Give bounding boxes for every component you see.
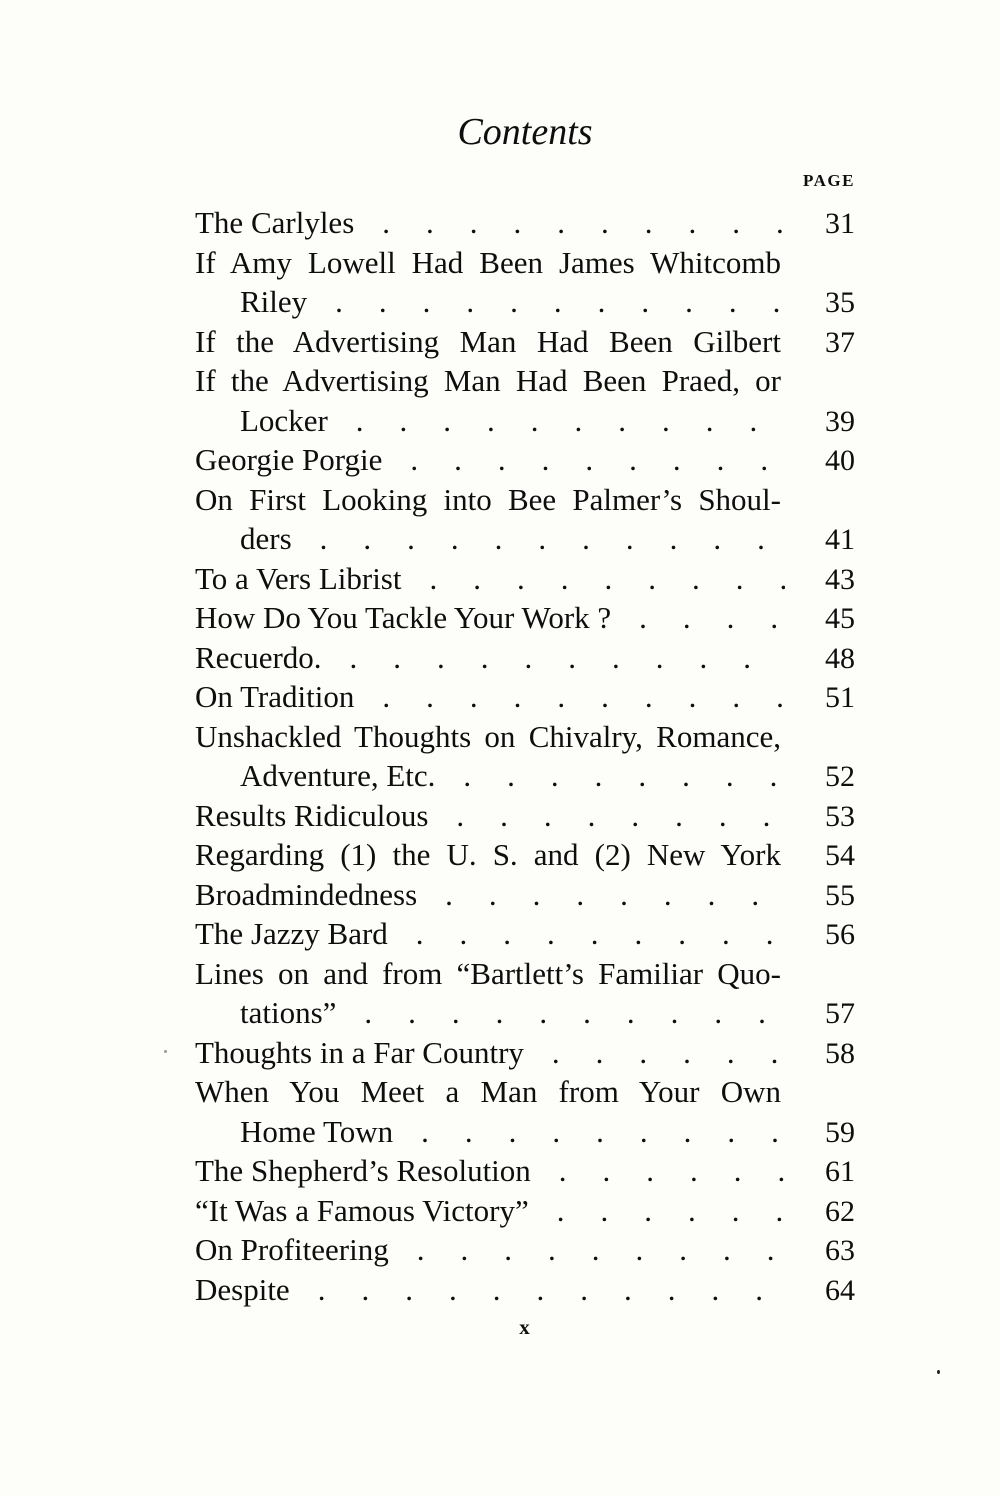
toc-entry bbox=[195, 717, 855, 796]
toc-entry bbox=[195, 1191, 855, 1231]
toc-line bbox=[195, 282, 855, 322]
toc-page-number: 52 bbox=[825, 760, 855, 793]
toc-line bbox=[195, 796, 855, 836]
toc-page-number: 37 bbox=[825, 325, 855, 359]
toc-entry-title: The Shepherd’s Resolution bbox=[195, 1153, 531, 1188]
toc-entry bbox=[195, 1072, 855, 1151]
dot-leader bbox=[524, 1033, 785, 1073]
dot-leader bbox=[290, 1270, 785, 1310]
toc-page-number: 45 bbox=[825, 602, 855, 635]
dot-leader bbox=[529, 1191, 785, 1231]
dot-leader bbox=[292, 519, 785, 559]
toc-page-number: 48 bbox=[825, 641, 855, 675]
toc-entry-title: Locker bbox=[240, 402, 328, 438]
toc-entry-title: If Amy Lowell Had Been James Whitcomb bbox=[195, 244, 781, 280]
toc-entry-title: Recuerdo. bbox=[195, 639, 322, 675]
toc-entry-title: If the Advertising Man Had Been Praed, or bbox=[195, 363, 781, 398]
toc-entry bbox=[195, 875, 855, 915]
dot-leader bbox=[354, 203, 785, 243]
toc-entry-title: The Carlyles bbox=[195, 205, 355, 240]
toc-line bbox=[195, 756, 855, 796]
toc-line bbox=[195, 519, 855, 559]
toc-entry-title: Unshackled Thoughts on Chivalry, Romance, bbox=[195, 718, 781, 754]
toc-line bbox=[195, 559, 855, 599]
toc-line bbox=[195, 203, 855, 243]
toc-entry bbox=[195, 480, 855, 559]
toc-line bbox=[195, 638, 855, 678]
dot-leader bbox=[401, 559, 785, 599]
toc-line bbox=[195, 1112, 855, 1152]
toc-page-number: 54 bbox=[825, 839, 855, 872]
toc-line bbox=[195, 1151, 855, 1191]
toc-page-number: 58 bbox=[825, 1036, 855, 1070]
toc-line bbox=[195, 993, 855, 1033]
toc-entry-title: Thoughts in a Far Country bbox=[195, 1034, 524, 1070]
toc-page-number: 61 bbox=[825, 1155, 855, 1188]
dot-leader bbox=[393, 1112, 785, 1152]
toc-line bbox=[195, 480, 855, 520]
toc-page-number: 40 bbox=[825, 444, 855, 477]
toc-entry-title: To a Vers Librist bbox=[195, 560, 402, 596]
dot-leader bbox=[388, 914, 785, 954]
toc-entry-title: The Jazzy Bard bbox=[195, 916, 388, 951]
toc-entry bbox=[195, 1230, 855, 1270]
toc-line bbox=[195, 1191, 855, 1231]
toc-page-number: 31 bbox=[825, 207, 855, 240]
toc-line bbox=[195, 322, 855, 362]
toc-entry-title: Despite bbox=[195, 1271, 290, 1307]
toc-entry-title: On Tradition bbox=[195, 679, 355, 714]
toc-line bbox=[195, 1072, 855, 1112]
dot-leader bbox=[322, 638, 785, 678]
dot-leader bbox=[389, 1230, 785, 1270]
toc-entry-title: Riley bbox=[240, 284, 308, 319]
dot-leader bbox=[382, 440, 785, 480]
toc-entry-title: Regarding (1) the U. S. and (2) New York bbox=[195, 837, 781, 872]
toc-line bbox=[195, 361, 855, 401]
toc-entry-title: How Do You Tackle Your Work ? bbox=[195, 600, 612, 635]
toc-entry-title: Broadmindedness bbox=[195, 876, 418, 912]
scan-speck bbox=[164, 1050, 167, 1053]
dot-leader bbox=[417, 875, 785, 915]
folio-page-number: x bbox=[519, 1315, 531, 1339]
toc-page-number: 43 bbox=[825, 562, 855, 596]
toc-entry-title: ders bbox=[240, 521, 292, 556]
page-column-header: PAGE bbox=[803, 171, 855, 190]
dot-leader bbox=[428, 796, 785, 836]
toc-line bbox=[195, 401, 855, 441]
toc-entry bbox=[195, 1270, 855, 1310]
toc-line bbox=[195, 598, 855, 638]
toc-line bbox=[195, 717, 855, 757]
toc-line bbox=[195, 954, 855, 994]
toc-line bbox=[195, 677, 855, 717]
toc-entry bbox=[195, 243, 855, 322]
table-of-contents bbox=[195, 203, 855, 1309]
toc-page-number: 63 bbox=[825, 1234, 855, 1267]
toc-entry bbox=[195, 361, 855, 440]
dot-leader bbox=[307, 282, 785, 322]
contents-column bbox=[195, 0, 855, 1338]
toc-entry-title: “It Was a Famous Victory” bbox=[195, 1192, 529, 1228]
toc-entry-title: Results Ridiculous bbox=[195, 797, 429, 833]
toc-entry bbox=[195, 1033, 855, 1073]
toc-page-number: 64 bbox=[825, 1273, 855, 1307]
toc-line bbox=[195, 440, 855, 480]
toc-entry-title: Georgie Porgie bbox=[195, 442, 383, 477]
dot-leader bbox=[328, 401, 785, 441]
toc-entry-title: On Profiteering bbox=[195, 1232, 389, 1267]
toc-line bbox=[195, 1270, 855, 1310]
toc-entry-title: When You Meet a Man from Your Own bbox=[195, 1074, 781, 1109]
toc-page-number: 55 bbox=[825, 878, 855, 912]
toc-page-number: 41 bbox=[825, 523, 855, 556]
toc-line bbox=[195, 243, 855, 283]
toc-entry bbox=[195, 1151, 855, 1191]
scan-speck bbox=[937, 1370, 940, 1374]
toc-entry bbox=[195, 322, 855, 362]
toc-entry bbox=[195, 796, 855, 836]
dot-leader bbox=[354, 677, 785, 717]
toc-page-number: 35 bbox=[825, 286, 855, 319]
toc-entry bbox=[195, 598, 855, 638]
toc-line bbox=[195, 1230, 855, 1270]
dot-leader bbox=[531, 1151, 785, 1191]
toc-entry bbox=[195, 835, 855, 875]
toc-entry-title: tations” bbox=[240, 995, 337, 1030]
toc-entry bbox=[195, 914, 855, 954]
toc-page-number: 57 bbox=[825, 997, 855, 1030]
toc-entry bbox=[195, 440, 855, 480]
page-title: Contents bbox=[457, 111, 593, 153]
toc-entry bbox=[195, 203, 855, 243]
toc-line bbox=[195, 835, 855, 875]
toc-entry-title: On First Looking into Bee Palmer’s Shoul- bbox=[195, 481, 781, 517]
toc-line bbox=[195, 875, 855, 915]
toc-page-number: 62 bbox=[825, 1194, 855, 1228]
toc-page-number: 51 bbox=[825, 681, 855, 714]
toc-entry-title: Home Town bbox=[240, 1113, 394, 1149]
toc-entry bbox=[195, 559, 855, 599]
toc-entry-title: If the Advertising Man Had Been Gilbert bbox=[195, 323, 781, 359]
toc-page-number: 59 bbox=[825, 1115, 855, 1149]
toc-page-number: 56 bbox=[825, 918, 855, 951]
toc-entry-title: Adventure, Etc. bbox=[240, 758, 436, 793]
toc-entry bbox=[195, 638, 855, 678]
toc-page-number: 53 bbox=[825, 799, 855, 833]
dot-leader bbox=[336, 993, 785, 1033]
dot-leader bbox=[435, 756, 785, 796]
toc-entry-title: Lines on and from “Bartlett’s Familiar Quo- bbox=[195, 955, 781, 991]
toc-entry bbox=[195, 954, 855, 1033]
dot-leader bbox=[611, 598, 785, 638]
toc-page-number: 39 bbox=[825, 404, 855, 438]
toc-line bbox=[195, 914, 855, 954]
toc-line bbox=[195, 1033, 855, 1073]
toc-entry bbox=[195, 677, 855, 717]
